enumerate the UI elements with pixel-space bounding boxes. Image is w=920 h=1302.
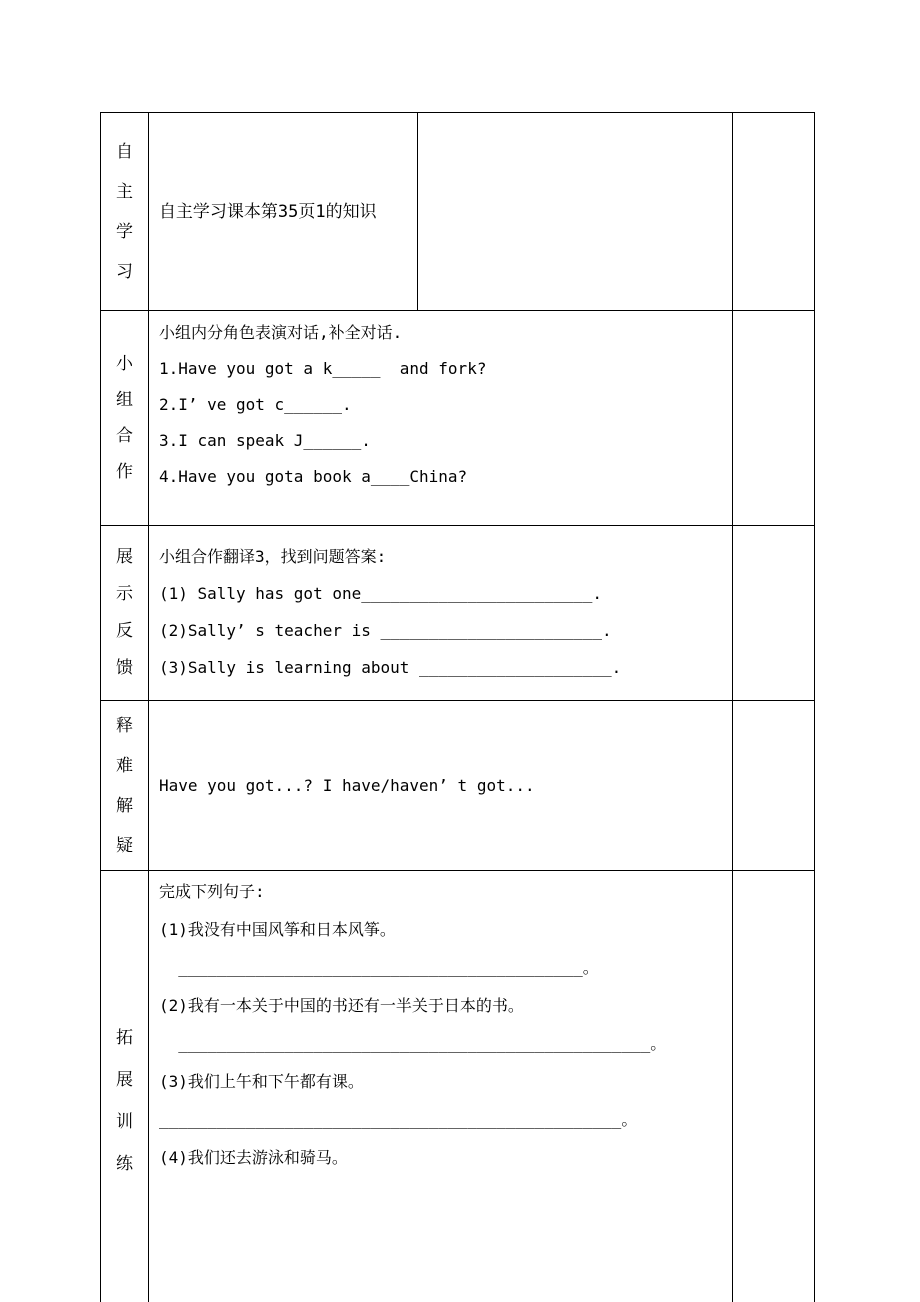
row-label: 展示反馈 xyxy=(115,547,133,678)
content-line: 3.I can speak J______. xyxy=(158,431,371,450)
row-label: 自主学习 xyxy=(115,141,133,282)
worksheet-table xyxy=(100,112,815,1302)
row-content-cell xyxy=(149,871,733,1302)
content-line: (4)我们还去游泳和骑马。 xyxy=(158,1148,348,1167)
content-line: Have you got...? I have/haven’ t got... xyxy=(158,775,535,795)
table-row-self-study xyxy=(101,113,815,311)
content-line: (1)我没有中国风筝和日本风筝。 xyxy=(158,920,396,939)
row-content-cell xyxy=(149,526,733,701)
row-end-cell-empty xyxy=(733,701,815,871)
content-line-blank: __________________________________________。 xyxy=(158,958,599,977)
row-label-cell xyxy=(101,113,149,311)
row-content-cell xyxy=(149,701,733,871)
content-line: (1) Sally has got one________________________. xyxy=(158,584,603,603)
content-line: 小组内分角色表演对话,补全对话. xyxy=(158,323,403,342)
content-subcell-left xyxy=(149,113,418,310)
content-line: 1.Have you got a k_____ and fork? xyxy=(158,359,487,378)
table-row-extension-training xyxy=(101,871,815,1302)
row-label: 释难解疑 xyxy=(115,715,133,856)
row-label-cell xyxy=(101,701,149,871)
content-line: 2.I’ ve got c______. xyxy=(158,395,352,414)
content-subcell-right-empty xyxy=(418,113,732,310)
content-line-blank: _________________________________________________。 xyxy=(158,1034,667,1053)
content-line: 4.Have you gota book a____China? xyxy=(158,467,468,486)
row-end-cell-empty xyxy=(733,113,815,311)
row-end-cell-empty xyxy=(733,311,815,526)
row-label-cell xyxy=(101,871,149,1302)
content-line: 小组合作翻译3，找到问题答案: xyxy=(158,547,387,566)
row-content-cell xyxy=(149,311,733,526)
content-line: (3)我们上午和下午都有课。 xyxy=(158,1072,364,1091)
content-line: 完成下列句子: xyxy=(158,882,265,901)
row-label: 小组合作 xyxy=(115,354,133,482)
content-line: (2)Sally’ s teacher is _______________________. xyxy=(158,621,612,640)
content-line-blank: ________________________________________________。 xyxy=(158,1110,638,1129)
content-line: (3)Sally is learning about ____________________. xyxy=(158,658,622,677)
row-label-cell xyxy=(101,526,149,701)
row-label-cell xyxy=(101,311,149,526)
table-row-group-work xyxy=(101,311,815,526)
table-row-clarify-doubts xyxy=(101,701,815,871)
row-end-cell-empty xyxy=(733,526,815,701)
row-label: 拓展训练 xyxy=(115,1027,133,1174)
row-end-cell-empty xyxy=(733,871,815,1302)
row-content-cell xyxy=(149,113,733,311)
table-row-presentation-feedback xyxy=(101,526,815,701)
content-line: (2)我有一本关于中国的书还有一半关于日本的书。 xyxy=(158,996,524,1015)
content-line: 自主学习课本第35页1的知识 xyxy=(158,201,377,222)
